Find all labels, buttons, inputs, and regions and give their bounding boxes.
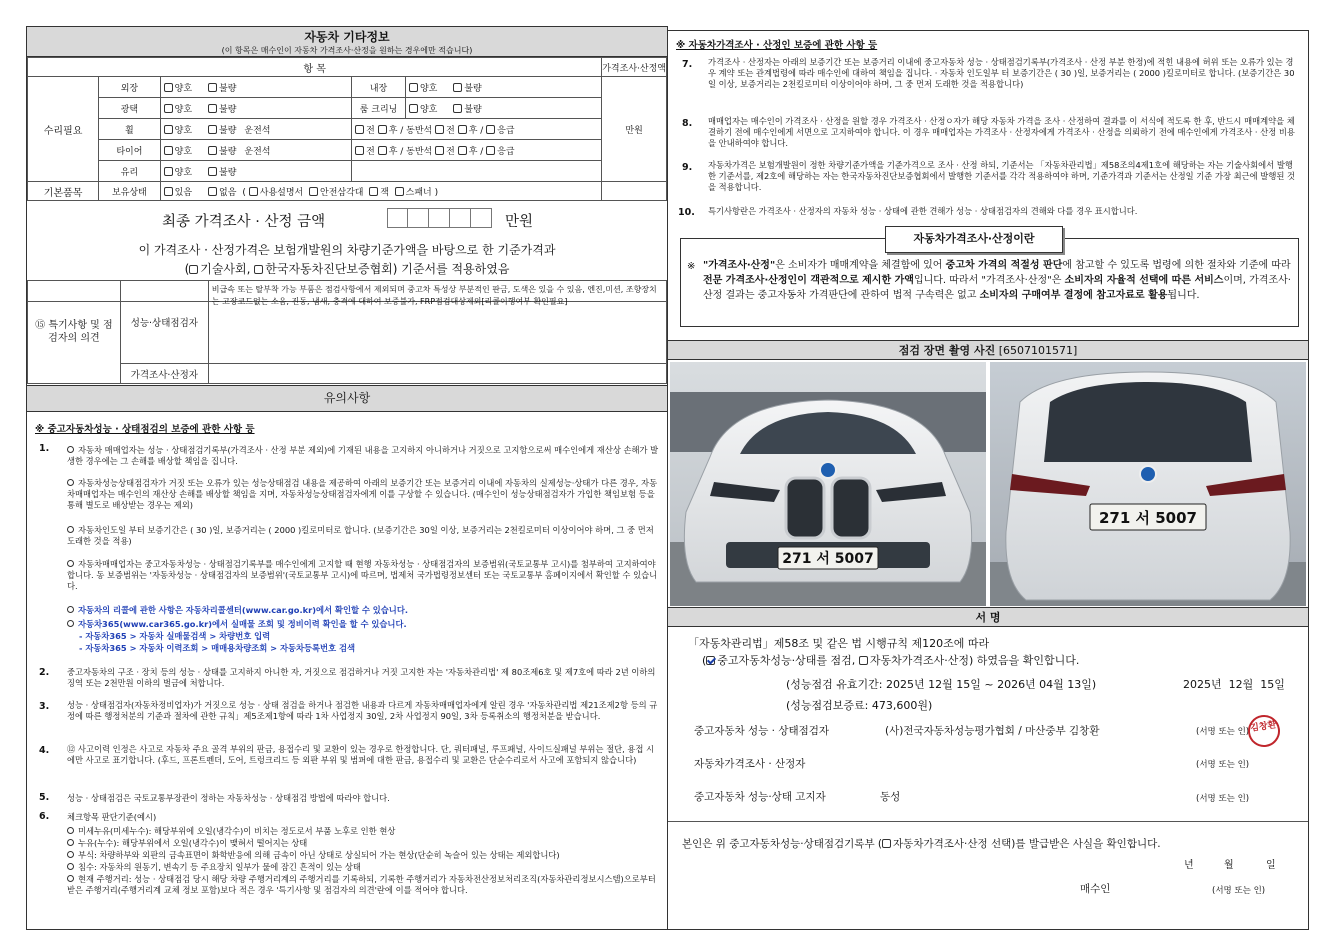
receipt-year: 년: [1184, 860, 1194, 871]
exterior-bad-checkbox[interactable]: [208, 83, 217, 92]
rear-car-illustration: [990, 362, 1306, 606]
opinion-table: [27, 280, 667, 384]
definition-mark: ※: [687, 261, 696, 272]
wheel-passenger-front-checkbox[interactable]: [435, 125, 444, 134]
notice-8-number: 8.: [682, 118, 693, 129]
glass-empty: [352, 161, 602, 182]
wheel-passenger-rear-checkbox[interactable]: [458, 125, 467, 134]
definition-box: [680, 232, 1299, 327]
basis-line-2: ( 기술사회, 한국자동차진단보증협회) 기준서를 적용하였음: [184, 262, 510, 276]
notice-10: 특기사항란은 가격조사 · 산정자의 자동차 성능 · 상태에 관한 견해가 성능 · 상태점검자의 견해와 다를 경우 표시합니다.: [708, 206, 1138, 216]
jack-checkbox[interactable]: [369, 187, 378, 196]
wheel-bad-checkbox[interactable]: [208, 125, 217, 134]
interior-bad-checkbox[interactable]: [453, 83, 462, 92]
notice-7: 가격조사 · 산정자는 아래의 보증기간 또는 보증거리 이내에 중고자동차 성능 · 상태점검기록부(가격조사 · 산정 부분 한정)에 적힌 내용에 허위 또는 오류가 있는 경우 계약 또는 관계법령에 따라 매수인에 대하여 책임을 집니다. · 자동차 인도일부 터 보증기간은 ( 30 )일, 보증거리는 ( 2000 )킬로미터로 합니다. (보증기간은 30일 이상, 보증거리는 2천킬로미터 이상이어야 하며, 그 중 먼저 도래한 것을 적용합니다): [708, 57, 1295, 90]
option-bad-label: 불량: [219, 167, 237, 178]
final-price-unit: 만원: [505, 214, 534, 230]
option-good-label: 양호: [174, 167, 193, 178]
interior-options: [405, 77, 601, 98]
receipt-sign-mark: (서명 또는 인): [1212, 886, 1266, 896]
sign-fee: (성능점검보증료: 473,600원): [786, 699, 933, 712]
inspector-seal: 김창환: [1246, 713, 1282, 749]
repair-table: [27, 57, 667, 201]
notifier-label: 중고자동차 성능·상태 고지자: [694, 791, 826, 803]
opinion-price-value: [208, 364, 666, 384]
sign-band: 서 명: [668, 607, 1308, 627]
basic-no-checkbox[interactable]: [208, 187, 217, 196]
option-good-label: 양호: [419, 83, 438, 94]
basic-items-status-label: 보유상태: [99, 182, 160, 201]
receipt-buyer: 매수인: [1080, 883, 1111, 895]
spanner-checkbox[interactable]: [395, 187, 404, 196]
glass-label: 유리: [99, 161, 160, 182]
notice-9-number: 9.: [682, 162, 693, 173]
option-bad-label: 불량: [219, 83, 237, 94]
notice-1b: 자동차성능상태점검자가 거짓 또는 오류가 있는 성능상태점검 내용을 제공하여 아래의 보증기간 또는 보증거리 이내에 자동차의 실제성능·상태가 다른 경우, 자동차매매업자는 매수인의 재산상 손해를 배상할 책임을 지며, 자동차성능상태점검자에게 이를 구상할 수 있습니다. (매수인이 성능상태점검자가 가입한 책임보험 등을 통해 별도로 배상받는 경우는 제외): [67, 478, 658, 511]
notice-1g: - 자동차365 > 자동차 실매물검색 > 차량번호 입력: [79, 631, 271, 641]
glass-good-checkbox[interactable]: [164, 167, 173, 176]
right-panel: [668, 30, 1309, 930]
notice-7-number: 7.: [682, 59, 693, 70]
tire-passenger-front-checkbox[interactable]: [435, 146, 444, 155]
gloss-good-checkbox[interactable]: [164, 104, 173, 113]
basis-line-1: 이 가격조사 · 산정가격은 보험개발원의 차량기준가액을 바탕으로 한 기준가격과: [138, 243, 556, 257]
wheel-label: 휠: [99, 119, 160, 140]
rear-car-photo: [990, 362, 1306, 606]
opinion-text: 비급속 또는 탈부착 가능 부품은 점검사항에서 제외되며 중고차 특성상 부분적인 판금, 도색은 있을 수 있음, 엔진,미션, 조향장치는 고장코드없는 소음, 진동, 냄새, 충격에 대하여 보증불가, FRP점검대상제외[리콜이행여부 확인필요]: [208, 281, 666, 364]
notice-header: ※ 중고자동차성능 · 상태점검의 보증에 관한 사항 등: [35, 424, 255, 435]
tire-bad-checkbox[interactable]: [208, 146, 217, 155]
opinion-price-label: 가격조사·산정자: [120, 364, 208, 384]
wheel-good-checkbox[interactable]: [164, 125, 173, 134]
glass-bad-checkbox[interactable]: [208, 167, 217, 176]
price-header: 가격조사·산정액: [602, 58, 667, 77]
receipt-month: 월: [1224, 860, 1234, 871]
option-bad-label: 불량: [219, 104, 237, 115]
gloss-bad-checkbox[interactable]: [208, 104, 217, 113]
tire-good-checkbox[interactable]: [164, 146, 173, 155]
notice-6e: 현재 주행거리: 성능 · 상태점검 당시 해당 차량 주행거리계의 주행거리를 기록하되, 기록한 주행거리가 자동차전산정보처리조직(자동차관리정보시스템)으로부터 받은 주행거리(주행거리계 교체 정보 포함)보다 적은 경우 '특기사항 및 점검자의 의견'란에 이를 적어야 합니다.: [67, 874, 656, 896]
notice-8: 매매업자는 매수인이 가격조사 · 산정을 원할 경우 가격조사 · 산정ㅇ자가 해당 자동차 가격을 조사 · 산정하여 결과를 이 서식에 적도록 한 후, 반드시 매매계약을 체결하기 전에 매수인에게 서면으로 고지하여야 합니다. 이 경우 매매업자는 가격조사 · 산정자에게 가격조사 · 산정을 의뢰하기 전에 매수인에게 가격조사 · 산정 비용을 안내하여야 합니다.: [708, 116, 1295, 149]
option-bad-label: 불량: [219, 125, 237, 136]
notice-6d: 침수: 자동차의 원동기, 변속기 등 주요장치 일부가 물에 잠긴 흔적이 있는 상태: [67, 862, 662, 873]
repair-needed-label: 수리필요: [28, 77, 99, 182]
definition-title: 자동차가격조사·산정이란: [885, 226, 1063, 253]
driver-label: 운전석: [244, 125, 271, 136]
tire-label: 타이어: [99, 140, 160, 161]
notifier-name: 동성: [880, 791, 901, 803]
photo-title: 점검 장면 촬영 사진: [898, 344, 996, 357]
glass-options: [160, 161, 351, 182]
gloss-label: 광택: [99, 98, 160, 119]
guarantee-header: ※ 자동차가격조사 · 산정인 보증에 관한 사항 등: [676, 40, 878, 51]
other-info-subtitle: (이 항목은 매수인이 자동차 가격조사·산정을 원하는 경우에만 적습니다): [221, 46, 473, 55]
option-good-label: 양호: [174, 146, 193, 157]
sign-validity: (성능점검 유효기간: 2025년 12월 15일 ~ 2026년 04월 13일): [786, 678, 1097, 691]
option-bad-label: 불량: [464, 104, 482, 115]
notice-1h: - 자동차365 > 자동차 이력조회 > 매매용차량조회 > 자동차등록번호 검색: [79, 643, 356, 653]
notice-2-number: 2.: [39, 667, 50, 678]
final-price-label: 최종 가격조사 · 산정 금액: [162, 214, 326, 230]
triangle-checkbox[interactable]: [309, 187, 318, 196]
left-panel: [26, 26, 668, 930]
other-info-title: 자동차 기타정보: [304, 30, 390, 44]
tire-position-options: 전 후 / 동반석 전 후 / 응급: [352, 140, 602, 161]
notice-band: 유의사항: [27, 385, 667, 412]
tire-driver-rear-checkbox[interactable]: [378, 146, 387, 155]
wheel-driver-rear-checkbox[interactable]: [378, 125, 387, 134]
interior-good-checkbox[interactable]: [409, 83, 418, 92]
notice-3: 성능 · 상태점검자(자동차정비업자)가 거짓으로 성능 · 상태 점검을 하거나 점검한 내용과 다르게 자동차매매업자에게 알린 경우 '자동차관리법 제21조제2항 등의 규정에 따른 행정처분의 기준과 절차에 관한 규칙」제5조제1항에 따라 1차 사업정지 30일, 2차 사업정지 90일, 3차 등록취소의 행정처분을 받습니다.: [67, 700, 658, 722]
item-header: 항 목: [28, 58, 602, 77]
roomcleaning-bad-checkbox[interactable]: [453, 104, 462, 113]
wheel-driver-front-checkbox[interactable]: [355, 125, 364, 134]
tech-society-checkbox[interactable]: [189, 265, 198, 274]
appraisal-checkbox[interactable]: [859, 656, 868, 665]
notice-1a: 자동차 매매업자는 성능 · 상태점검기록부(가격조사 · 산정 부분 제외)에 기재된 내용을 고지하지 아니하거나 거짓으로 고지함으로써 매수인에게 재산상 손해가 발생한 경우에는 그 손해를 배상할 책임을 집니다.: [67, 445, 659, 467]
notice-4: ⑫ 사고이력 인정은 사고로 자동차 주요 골격 부위의 판금, 용접수리 및 교환이 있는 경우로 한정합니다. 단, 쿼터패널, 루프패널, 사이드실패널 부위는 절단, 용접 시에만 사고로 표기합니다. (후드, 프론트펜더, 도어, 트렁크리드 등 외판 부위 및 범퍼에 대한 판금, 용접수리 및 교환은 단순수리로서 사고에 포함되지 않습니다): [67, 744, 655, 766]
option-good-label: 양호: [174, 125, 193, 136]
interior-label: 내장: [352, 77, 406, 98]
receipt-text: 본인은 위 중고자동차성능·상태점검기록부 ( 자동차가격조사·산정 선택)를 발급받은 사실을 확인합니다.: [682, 838, 1161, 850]
notice-6a: 미세누유(미세누수): 해당부위에 오일(냉각수)이 비치는 정도로서 부품 노후로 인한 현상: [67, 826, 662, 837]
other-info-header: [27, 27, 667, 57]
opinion-perf-label: 성능·상태점검자: [120, 281, 208, 364]
option-good-label: 양호: [174, 104, 193, 115]
notice-3-number: 3.: [39, 701, 50, 712]
exterior-label: 외장: [99, 77, 160, 98]
option-bad-label: 불량: [464, 83, 482, 94]
final-price-boxes[interactable]: [387, 208, 492, 228]
inspection-checkbox[interactable]: [706, 656, 715, 665]
front-car-illustration: [670, 362, 986, 606]
notice-1d: 자동차매매업자는 중고자동차성능 · 상태점검기록부를 매수인에게 고지할 때 현행 자동차성능 · 상태점검자의 보증범위(국토교통부 고시)를 첨부하여 고지하여야 합니다. 동 보증범위는 '자동차성능 · 상태점검자의 보증범위'(국토교통부 고시)에 따르며, 법제처 국가법령정보센터 또는 국토교통부 홈페이지에서 확인할 수 있습니다.: [67, 559, 658, 592]
tire-driver-front-checkbox[interactable]: [355, 146, 364, 155]
receipt-divider: [668, 821, 1308, 822]
exterior-options: [160, 77, 351, 98]
option-bad-label: 불량: [219, 146, 237, 157]
exterior-good-checkbox[interactable]: [164, 83, 173, 92]
opinion-label: ⑮ 특기사항 및 점검자의 의견: [28, 281, 121, 384]
sign-check-line: ( 중고자동차성능·상태를 점검, 자동차가격조사·산정) 하였음을 확인합니다.: [702, 654, 1080, 667]
definition-text: "가격조사·산정"은 소비자가 매매계약을 체결함에 있어 중고차 가격의 적절성 판단에 참고할 수 있도록 법령에 의한 절차와 기준에 따라 전문 가격조사·산정인이 객관적으로 제시한 가액입니다. 따라서 "가격조사·산정"은 소비자의 자율적 선택에 따른 서비스이며, 가격조사·산정 결과는 중고자동차 가격판단에 관하여 법적 구속력은 없고 소비자의 구매여부 결정에 참고자료로 활용됩니다.: [703, 260, 1291, 301]
manual-checkbox[interactable]: [249, 187, 258, 196]
roomcleaning-label: 룸 크리닝: [352, 98, 406, 119]
tire-options: [160, 140, 351, 161]
kaasa-checkbox[interactable]: [254, 265, 263, 274]
sign-law-text: 「자동차관리법」제58조 및 같은 법 시행규칙 제120조에 따라: [688, 637, 990, 650]
gloss-options: [160, 98, 351, 119]
basic-items-options: 있음 없음 ( 사용설명서 안전삼각대 잭 스패너 ): [160, 182, 602, 201]
notice-9: 자동차가격은 보험개발원이 정한 차량기준가액을 기준가격으로 조사 · 산정 하되, 기준서는 「자동차관리법」제58조의4제1호에 해당하는 자는 기술사회에서 발행한 기준서를, 제2호에 해당하는 자는 한국자동차진단보증협회에서 발행한 기준서를 각각 적용하여야 하며, 기준가격과 기준서는 산정일 기준 가장 최근에 발행된 것을 적용합니다.: [708, 160, 1296, 193]
roomcleaning-options: [405, 98, 601, 119]
receipt-day: 일: [1266, 860, 1276, 871]
photo-band: [668, 340, 1308, 360]
inspector-sign-mark: (서명 또는 인): [1196, 727, 1250, 737]
option-good-label: 양호: [419, 104, 438, 115]
sign-date: 2025년 12월 15일: [1183, 678, 1285, 691]
basic-items-label: 기본품목: [28, 182, 99, 201]
notice-6b: 누유(누수): 해당부위에서 오일(냉각수)이 맺혀서 떨어지는 상태: [67, 838, 662, 849]
option-good-label: 양호: [174, 83, 193, 94]
inspector-label: 중고자동차 성능 · 상태점검자: [694, 725, 830, 737]
front-car-photo: [670, 362, 986, 606]
price-unit: 만원: [602, 77, 667, 182]
tire-passenger-rear-checkbox[interactable]: [458, 146, 467, 155]
notifier-sign-mark: (서명 또는 인): [1196, 794, 1250, 804]
photo-code: [6507101571]: [998, 344, 1078, 357]
notice-5: 성능 · 상태점검은 국토교통부장관이 정하는 자동차성능 · 상태점검 방법에 따라야 합니다.: [67, 793, 390, 803]
basic-yes-checkbox[interactable]: [164, 187, 173, 196]
notice-4-number: 4.: [39, 745, 50, 756]
notice-5-number: 5.: [39, 792, 50, 803]
wheel-position-options: 전 후 / 동반석 전 후 / 응급: [352, 119, 602, 140]
notice-6: 체크항목 판단기준(예시): [67, 812, 157, 822]
notice-10-number: 10.: [678, 207, 695, 218]
rear-plate-text: 271 서 5007: [1099, 509, 1197, 527]
appraiser-label: 자동차가격조사 · 산정자: [694, 758, 806, 770]
tire-spare-checkbox[interactable]: [486, 146, 495, 155]
notice-6-number: 6.: [39, 811, 50, 822]
notice-1f: 자동차365(www.car365.go.kr)에서 실매물 조회 및 정비이력 확인을 할 수 있습니다.: [67, 619, 662, 630]
notice-1-number: 1.: [39, 443, 50, 454]
roomcleaning-good-checkbox[interactable]: [409, 104, 418, 113]
appraiser-sign-mark: (서명 또는 인): [1196, 760, 1250, 770]
front-plate-text: 271 서 5007: [782, 551, 874, 567]
notice-1e: 자동차의 리콜에 관한 사항은 자동차리콜센터(www.car.go.kr)에서 확인할 수 있습니다.: [67, 605, 662, 616]
wheel-spare-checkbox[interactable]: [486, 125, 495, 134]
wheel-options: [160, 119, 351, 140]
inspector-name: (사)전국자동차성능평가협회 / 마산중부 김창환: [885, 725, 1100, 737]
driver-label: 운전석: [244, 146, 271, 157]
basic-items-price: [602, 182, 667, 201]
notice-6c: 부식: 차량하부와 외판의 금속표면이 화학반응에 의해 금속이 아닌 상태로 상실되어 가는 현상(단순히 녹슬어 있는 상태는 제외합니다): [67, 850, 662, 861]
receipt-appraisal-checkbox[interactable]: [882, 839, 891, 848]
notice-2: 중고자동차의 구조 · 장치 등의 성능 · 상태를 고지하지 아니한 자, 거짓으로 점검하거나 거짓 고지한 자는 '자동차관리법' 제 80조제6호 및 제7호에 따라 2년 이하의 징역 또는 2천만원 이하의 벌금에 처합니다.: [67, 667, 656, 689]
notice-1c: 자동차인도일 부터 보증기간은 ( 30 )일, 보증거리는 ( 2000 )킬로미터로 합니다. (보증기간은 30일 이상, 보증거리는 2천킬로미터 이상이어야 하며, 그 중 먼저 도래한 것을 적용): [67, 525, 654, 547]
